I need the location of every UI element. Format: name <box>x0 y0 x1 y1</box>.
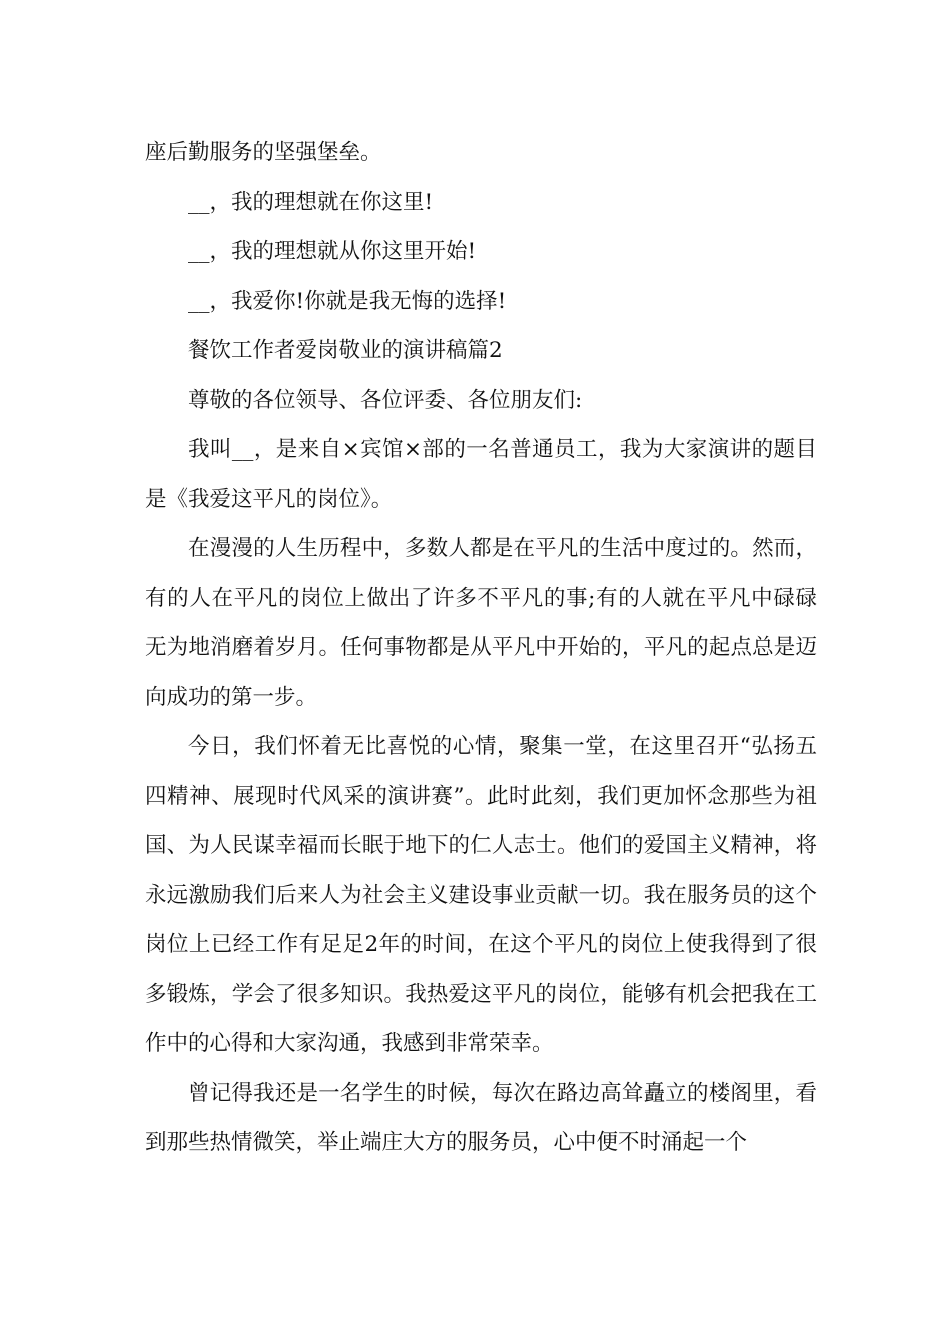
paragraph-today: 今日，我们怀着无比喜悦的心情，聚集一堂，在这里召开“弘扬五四精神、展现时代风采的演讲赛”。此时此刻，我们更加怀念那些为祖国、为人民谋幸福而长眠于地下的仁人志士。他们的爱国主义精神，将永远激励我们后来人为社会主义建设事业贡献一切。我在服务员的这个岗位上已经工作有足足2年的时间，在这个平凡的岗位上使我得到了很多锻炼，学会了很多知识。我热爱这平凡的岗位，能够有机会把我在工作中的心得和大家沟通，我感到非常荣幸。 <box>145 734 817 1056</box>
paragraph-2: __，我的理想就在你这里! <box>188 189 434 215</box>
paragraph-4: __，我爱你!你就是我无悔的选择! <box>188 288 507 314</box>
paragraph-1: 座后勤服务的坚强堡垒。 <box>145 140 382 165</box>
document-body <box>145 128 817 1168</box>
paragraph-ordinary-life: 在漫漫的人生历程中，多数人都是在平凡的生活中度过的。然而，有的人在平凡的岗位上做出了许多不平凡的事;有的人就在平凡中碌碌无为地消磨着岁月。任何事物都是从平凡中开始的，平凡的起点总是迈向成功的第一步。 <box>145 536 817 710</box>
section-heading: 餐饮工作者爱岗敬业的演讲稿篇2 <box>188 338 503 363</box>
paragraph-3: __，我的理想就从你这里开始! <box>188 239 477 264</box>
paragraph-intro: 我叫__，是来自×宾馆×部的一名普通员工，我为大家演讲的题目是《我爱这平凡的岗位》。 <box>145 437 817 512</box>
paragraph-memory: 曾记得我还是一名学生的时候，每次在路边高耸矗立的楼阁里，看到那些热情微笑，举止端庄大方的服务员，心中便不时涌起一个 <box>145 1080 817 1155</box>
salutation: 尊敬的各位领导、各位评委、各位朋友们: <box>188 387 583 413</box>
